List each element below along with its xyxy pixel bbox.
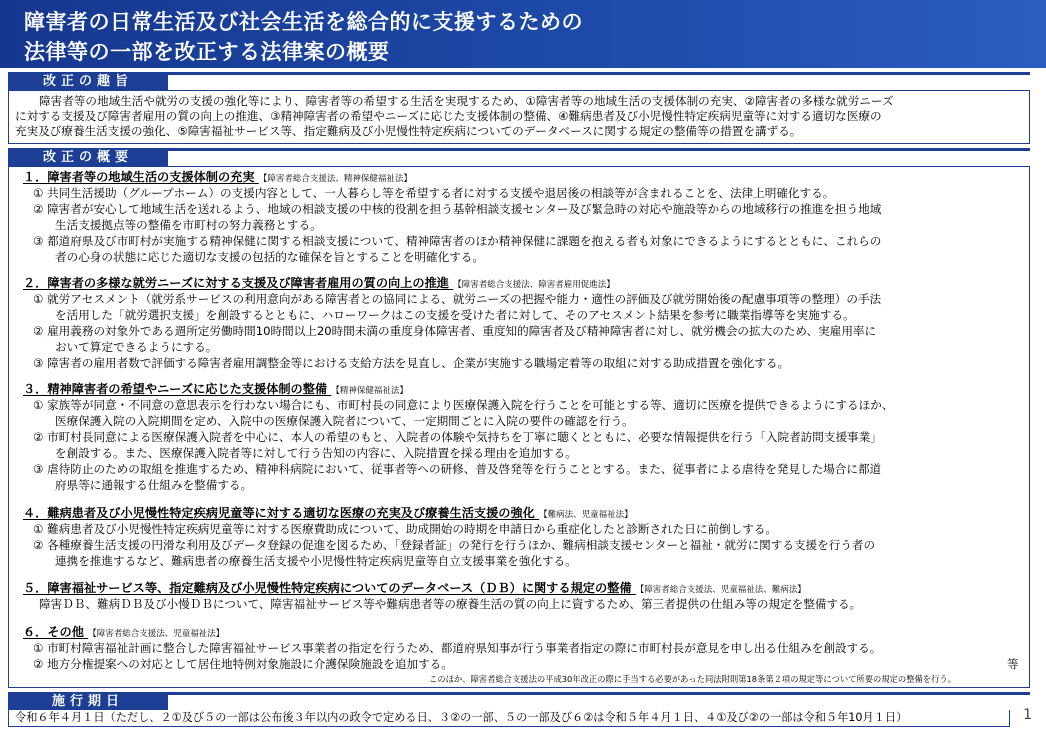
overview-item: ③ 虐待防止のための取組を推進するため、精神科病院において、従事者等への研修、普及啓発等を行うこととする。また、従事者による虐待を発見した場合に都道 <box>33 462 882 476</box>
overview-section-bar <box>8 148 1030 168</box>
overview-item: 府県等に通報する仕組みを整備する。 <box>55 478 253 492</box>
overview-section-label: 改正の概要 <box>8 148 168 168</box>
title-banner <box>0 0 1046 68</box>
law-tag: 【難病法、児童福祉法】 <box>539 510 633 520</box>
overview-heading-6: ６．その他 【障害者総合支援法、児童福祉法】 <box>23 624 224 642</box>
law-tag: 【障害者総合支援法、児童福祉法】 <box>88 629 225 639</box>
enforcement-text: 令和６年４月１日（ただし、２①及び５の一部は公布後３年以内の政令で定める日、３②の一部、５の一部及び６②は令和５年４月１日、４①及び②の一部は令和５年10月１日） <box>15 711 908 724</box>
overview-item: ① 家族等が同意・不同意の意思表示を行わない場合にも、市町村長の同意により医療保護入院を行うことを可能とする等、適切に医療を提供できるようにするほか、 <box>33 398 894 412</box>
enforcement-section-bar <box>8 692 1030 712</box>
overview-item: ② 市町村長同意による医療保護入院者を中心に、本人の希望のもと、入院者の体験や気持ちを丁寧に聴くとともに、必要な情報提供を行う「入院者訪問支援事業」 <box>33 430 882 444</box>
purpose-line: 障害者等の地域生活や就労の支援の強化等により、障害者等の希望する生活を実現するため、①障害者等の地域生活の支援体制の充実、②障害者の多様な就労ニーズ <box>39 94 894 108</box>
overview-item: ② 各種療養生活支援の円滑な利用及びデータ登録の促進を図るため、「登録者証」の発行を行うほか、難病相談支援センターと福祉・就労に関する支援を行う者の <box>33 538 876 552</box>
overview-heading-4: ４．難病患者及び小児慢性特定疾病児童等に対する適切な医療の充実及び療養生活支援の強化 【難病法、児童福祉法】 <box>23 505 633 523</box>
overview-item: ① 難病患者及び小児慢性特定疾病児童等に対する医療費助成について、助成開始の時期を申請日から重症化したと診断された日に前倒しする。 <box>33 522 778 536</box>
overview-item: ③ 障害者の雇用者数で評価する障害者雇用調整金等における支給方法を見直し、企業が実施する職場定着等の取組に対する助成措置を強化する。 <box>33 356 790 370</box>
etc-mark: 等 <box>1007 657 1019 671</box>
overview-heading-1: １．障害者等の地域生活の支援体制の充実 【障害者総合支援法、精神保健福祉法】 <box>23 169 412 187</box>
title-line-1: 障害者の日常生活及び社会生活を総合的に支援するための <box>24 10 583 34</box>
overview-item: ② 雇用義務の対象外である週所定労働時間10時間以上20時間未満の重度身体障害者、重度知的障害者及び精神障害者に対し、就労機会の拡大のため、実雇用率に <box>33 324 877 338</box>
law-tag: 【精神保健福祉法】 <box>331 386 408 396</box>
law-tag: 【障害者総合支援法、精神保健福祉法】 <box>258 174 412 184</box>
law-tag: 【障害者総合支援法、障害者雇用促進法】 <box>453 280 615 290</box>
overview-footnote: このほか、障害者総合支援法の平成30年改正の際に手当する必要があった同法附則第18条第２項の規定等について所要の規定の整備を行う。 <box>429 674 956 684</box>
overview-item: ① 市町村障害福祉計画に整合した障害福祉サービス事業者の指定を行うため、都道府県知事が行う事業者指定の際に市町村長が意見を申し出る仕組みを創設する。 <box>33 641 882 655</box>
purpose-section-label: 改正の趣旨 <box>8 72 168 92</box>
overview-item: おいて算定できるようにする。 <box>55 340 218 354</box>
overview-heading-2: ２．障害者の多様な就労ニーズに対する支援及び障害者雇用の質の向上の推進 【障害者総合支援法、障害者雇用促進法】 <box>23 275 615 293</box>
purpose-line: に対する支援及び障害者雇用の質の向上の推進、③精神障害者の希望やニーズに応じた支援体制の整備、④難病患者及び小児慢性特定疾病児童等に対する適切な医療の <box>15 109 882 123</box>
purpose-box <box>8 90 1030 144</box>
overview-heading-3: ３．精神障害者の希望やニーズに応じた支援体制の整備 【精神保健福祉法】 <box>23 381 408 399</box>
overview-item: を創設する。また、医療保護入院者等に対して行う告知の内容に、入院措置を採る理由を追加する。 <box>55 446 577 460</box>
title-line-2: 法律等の一部を改正する法律案の概要 <box>24 40 390 64</box>
overview-item: 障害ＤＢ、難病ＤＢ及び小慢ＤＢについて、障害福祉サービス等や難病患者等の療養生活の質の向上に資するため、第三者提供の仕組み等の規定を整備する。 <box>39 597 862 611</box>
overview-item: 連携を推進するなど、難病患者の療養生活支援や小児慢性特定疾病児童等自立支援事業を強化する。 <box>55 554 577 568</box>
overview-item: ③ 都道府県及び市町村が実施する精神保健に関する相談支援について、精神障害者のほか精神保健に課題を抱える者も対象にできるようにするとともに、これらの <box>33 234 882 248</box>
overview-item: を活用した「就労選択支援」を創設するとともに、ハローワークはこの支援を受けた者に対して、そのアセスメント結果を参考に職業指導等を実施する。 <box>55 308 855 322</box>
page-number: 1 <box>1023 707 1032 723</box>
overview-item: 医療保護入院の入院期間を定め、入院中の医療保護入院者について、一定期間ごとに入院の要件の確認を行う。 <box>55 414 634 428</box>
enforcement-box <box>8 710 1010 727</box>
overview-box <box>8 166 1030 688</box>
purpose-section-bar <box>8 72 1030 92</box>
overview-item: ② 障害者が安心して地域生活を送れるよう、地域の相談支援の中核的役割を担う基幹相談支援センター及び緊急時の対応や施設等からの地域移行の推進を担う地域 <box>33 202 882 216</box>
law-tag: 【障害者総合支援法、児童福祉法、難病法】 <box>635 585 806 595</box>
overview-item: 生活支援拠点等の整備を市町村の努力義務とする。 <box>55 218 322 232</box>
overview-heading-5: ５．障害福祉サービス等、指定難病及び小児慢性特定疾病についてのデータベース（ＤＢ）に関する規定の整備 【障害者総合支援法、児童福祉法、難病法】 <box>23 580 806 598</box>
overview-item: 者の心身の状態に応じた適切な支援の包括的な確保を旨とすることを明確化する。 <box>55 250 484 264</box>
enforcement-section-label: 施行期日 <box>8 692 168 712</box>
overview-item: ① 共同生活援助（グループホーム）の支援内容として、一人暮らし等を希望する者に対する支援や退居後の相談等が含まれることを、法律上明確化する。 <box>33 186 835 200</box>
overview-item: ① 就労アセスメント（就労系サービスの利用意向がある障害者との協同による、就労ニーズの把握や能力・適性の評価及び就労開始後の配慮事項等の整理）の手法 <box>33 292 882 306</box>
purpose-line: 充実及び療養生活支援の強化、⑤障害福祉サービス等、指定難病及び小児慢性特定疾病についてのデータベースに関する規定の整備等の措置を講ずる。 <box>15 124 802 138</box>
overview-item: ② 地方分権提案への対応として居住地特例対象施設に介護保険施設を追加する。 <box>33 657 453 671</box>
